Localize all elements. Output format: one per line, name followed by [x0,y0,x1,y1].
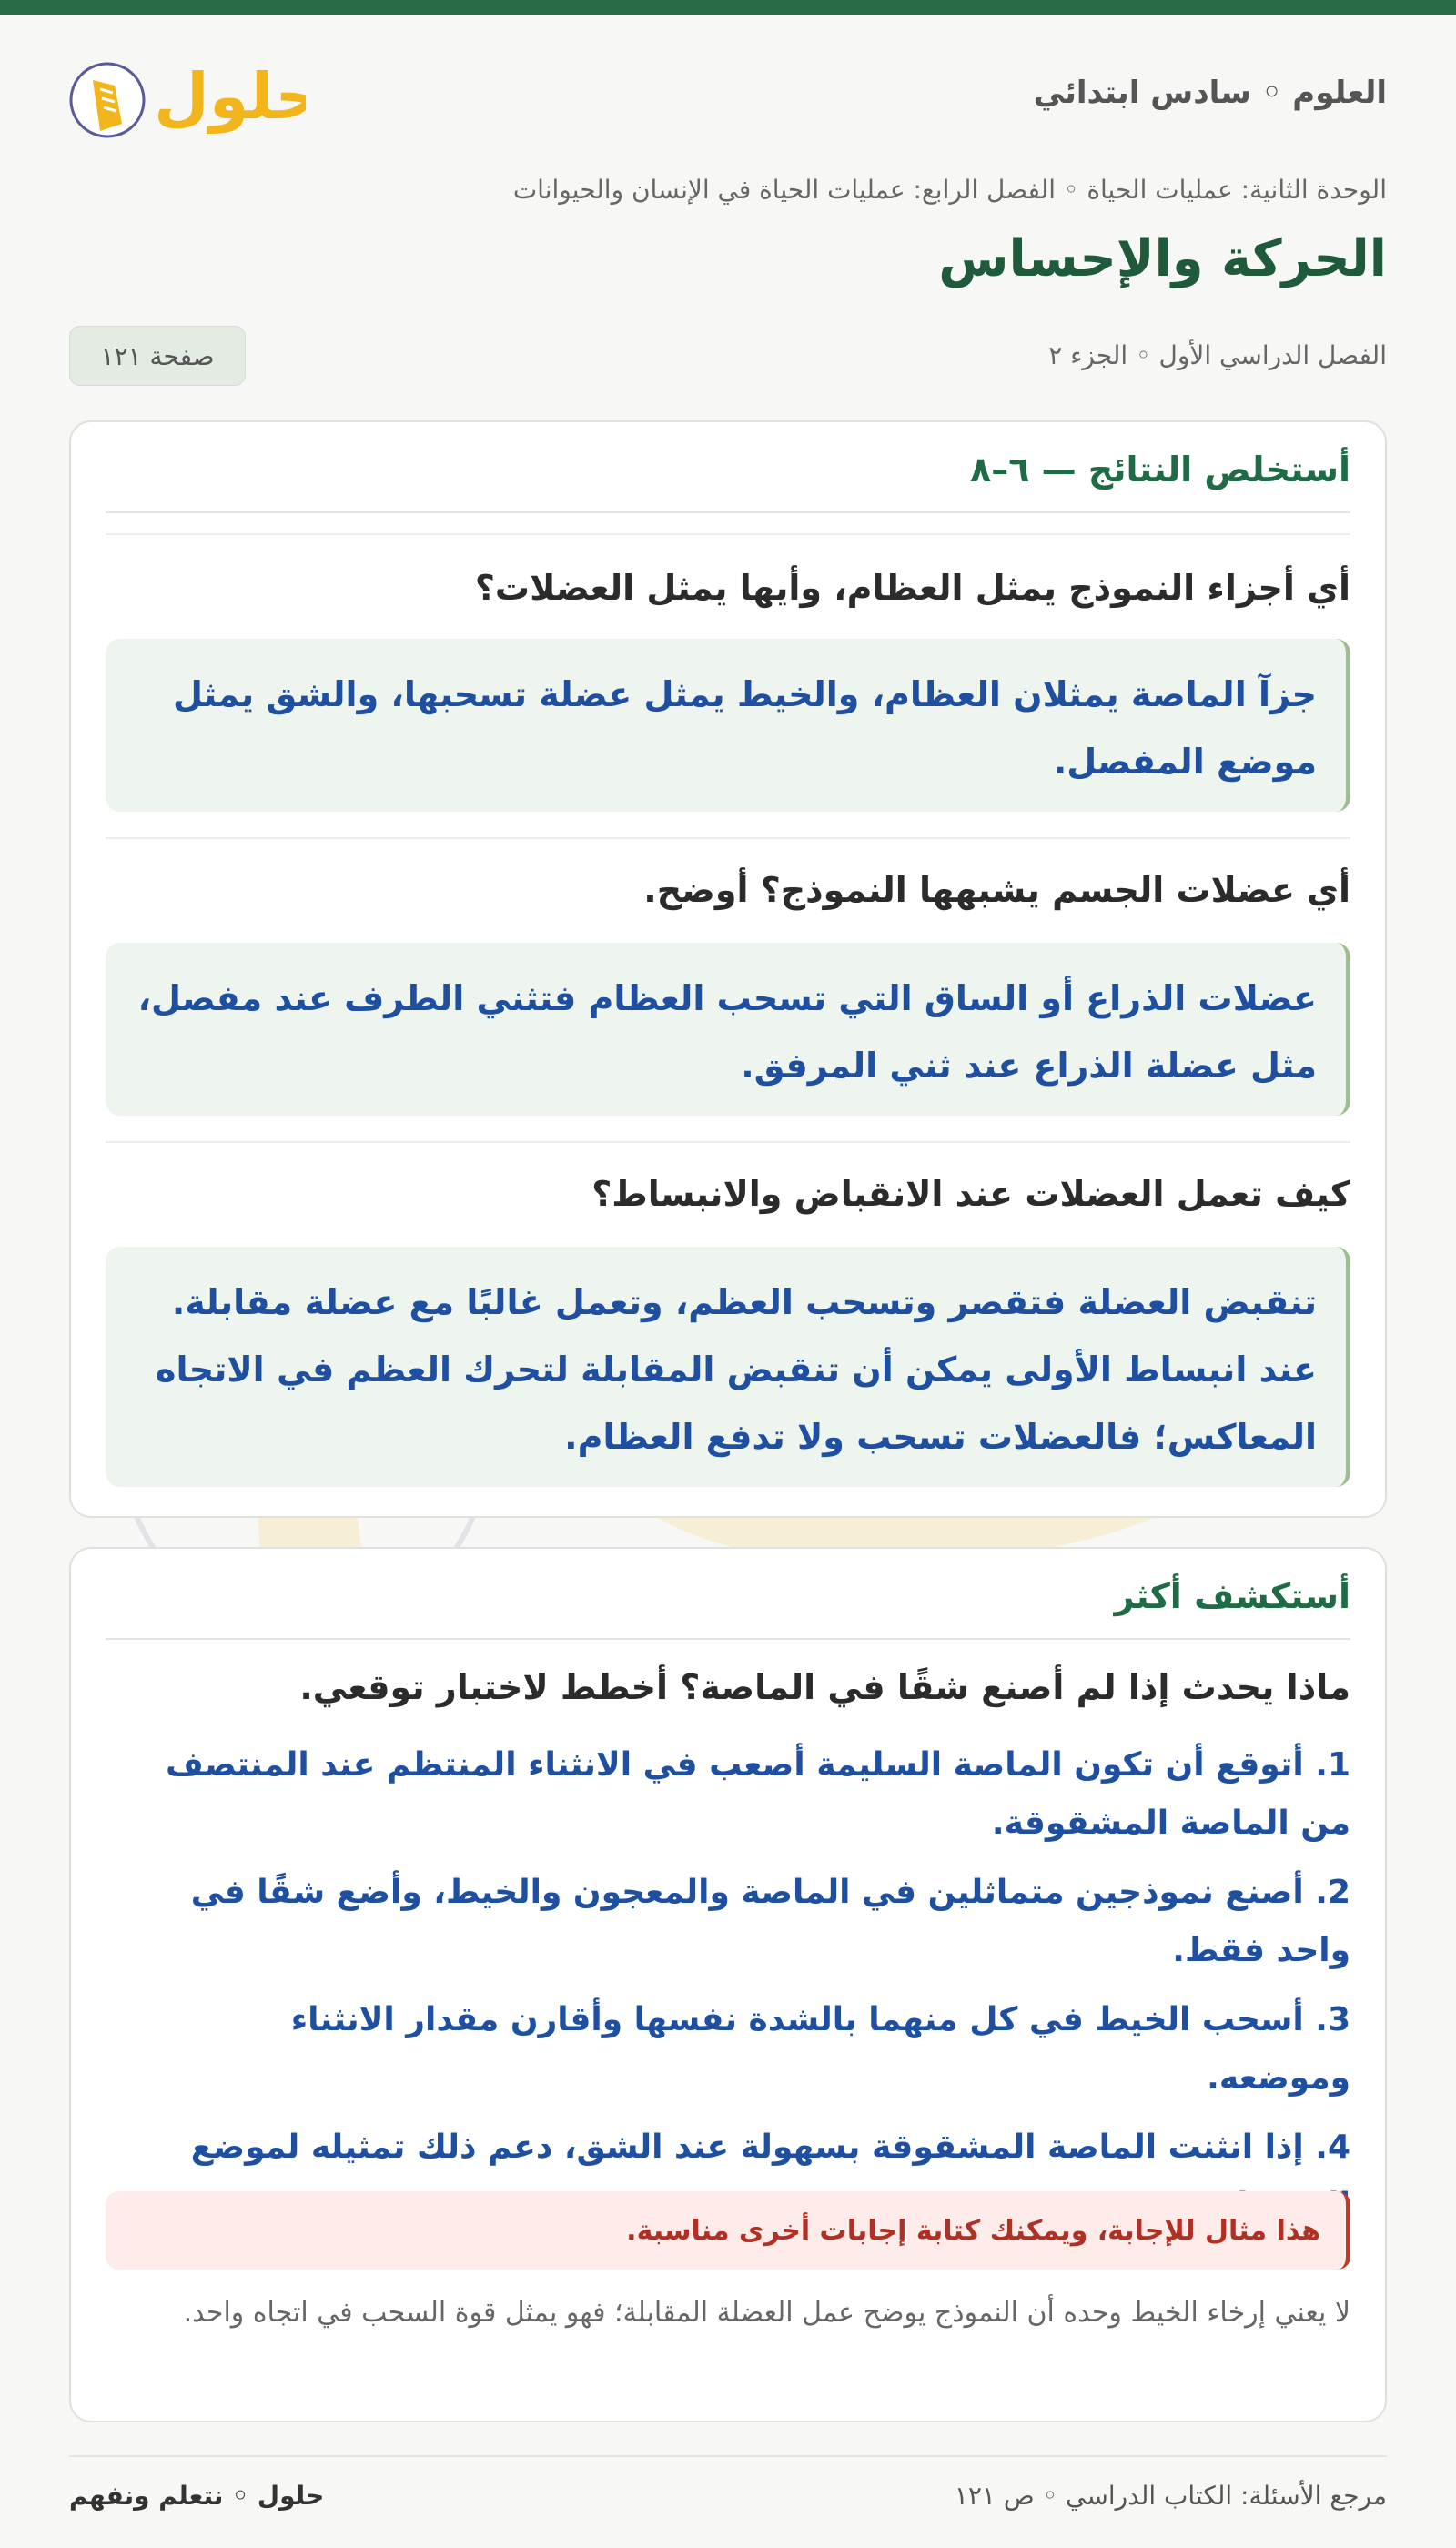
question-1: أي أجزاء النموذج يمثل العظام، وأيها يمثل العضلات؟ [474,568,1350,608]
list-item: 4. إذا انثنت الماصة المشقوقة بسهولة عند الشق، دعم ذلك تمثيله لموضع [190,2128,1350,2166]
page-title: الحركة والإحساس [938,229,1387,288]
logo-text: حلول [154,59,306,134]
list-item: 1. أتوقع أن تكون الماصة السليمة أصعب في الانثناء المنتظم عند المنتصف من الماصة المشقوقة. [165,1746,1350,1842]
brand-logo[interactable] [69,47,306,147]
meta-row [69,326,1387,386]
divider [106,533,1350,535]
explore-question: ماذا يحدث إذا لم أصنع شقًا في الماصة؟ أخطط لاختبار توقعي. [299,1667,1350,1707]
extra-note: لا يعني إرخاء الخيط وحده أن النموذج يوضح عمل العضلة المقابلة؛ فهو يمثل قوة السحب في اتجاه واحد. [183,2297,1350,2329]
question-2: أي عضلات الجسم يشبهها النموذج؟ أوضح. [643,870,1350,910]
answer-1: جزآ الماصة يمثلان العظام، والخيط يمثل عضلة تسحبها، والشق يمثل موضع المفصل. [106,639,1350,812]
footer-divider [69,2455,1387,2457]
divider [106,1141,1350,1143]
divider [106,837,1350,839]
conclusions-title: أستخلص النتائج — ٦–٨ [106,450,1350,513]
list-item: 2. أصنع نموذجين متماثلين في الماصة والمعجون والخيط، وأضع شقًا في واحد فقط. [190,1874,1350,1969]
answer-3: تنقبض العضلة فتقصر وتسحب العظم، وتعمل غالبًا مع عضلة مقابلة. عند انبساط الأولى يمكن أن تنقبض المقابلة لتحرك العظم في الاتجاه المعاكس؛ فالعضلات تسحب ولا تدفع العظام. [106,1247,1350,1487]
footer-reference: مرجع الأسئلة: الكتاب الدراسي ◦ ص ١٢١ [954,2481,1387,2511]
page-number-badge: صفحة ١٢١ [69,326,246,386]
page-header [69,47,1387,147]
explore-steps [144,1736,1350,2246]
answer-2: عضلات الذراع أو الساق التي تسحب العظام فتثني الطرف عند مفصل، مثل عضلة الذراع عند ثني المرفق. [106,943,1350,1116]
subject-label: العلوم ◦ سادس ابتدائي [1033,75,1387,111]
question-3: كيف تعمل العضلات عند الانقباض والانبساط؟ [592,1174,1350,1214]
breadcrumb: الوحدة الثانية: عمليات الحياة ◦ الفصل الرابع: عمليات الحياة في الإنسان والحيوانات [512,175,1387,205]
list-item: 3. أسحب الخيط في كل منهما بالشدة نفسها وأقارن مقدار الانثناء وموضعه. [290,2001,1350,2097]
footer-brand: حلول ◦ نتعلم ونفهم [69,2481,325,2511]
term-label: الفصل الدراسي الأول ◦ الجزء ٢ [1048,340,1387,370]
conclusions-card [69,420,1387,1518]
top-accent-bar [0,0,1456,15]
explore-title: أستكشف أكثر [106,1576,1350,1640]
logo-icon [69,47,306,147]
sample-answer-note: هذا مثال للإجابة، ويمكنك كتابة إجابات أخرى مناسبة. [106,2191,1350,2270]
explore-card [69,1547,1387,2422]
